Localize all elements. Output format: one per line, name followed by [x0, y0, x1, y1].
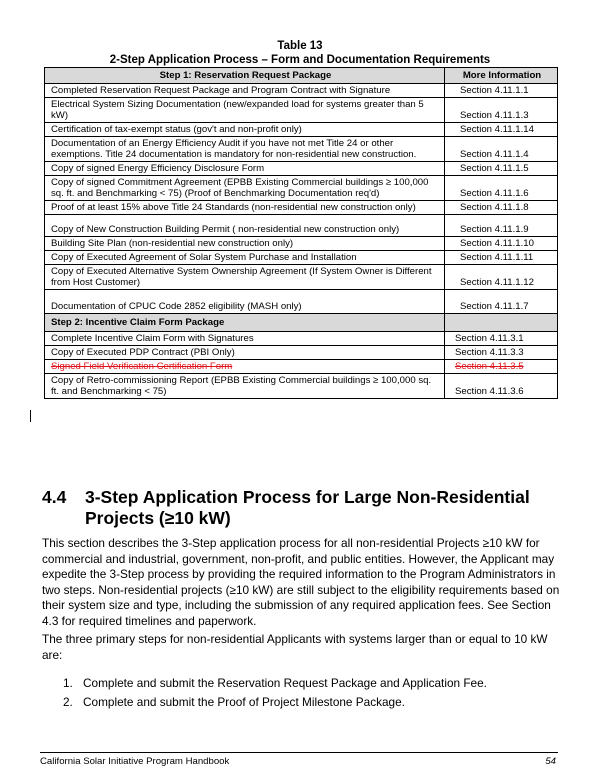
section-ref-cell: Section 4.11.3.3 [445, 346, 558, 360]
section-ref-cell: Section 4.11.1.14 [445, 123, 558, 137]
requirement-cell: Complete Incentive Claim Form with Signatures [45, 332, 445, 346]
table-row [45, 332, 558, 346]
step2-header-empty [445, 314, 558, 332]
section-ref-cell: Section 4.11.1.7 [445, 290, 558, 314]
section-number: 4.4 [42, 487, 67, 507]
table-row [45, 176, 558, 201]
table-row [45, 201, 558, 215]
body-paragraph: The three primary steps for non-residential Applicants with systems larger than or equal to 10 kW are: [42, 632, 548, 662]
section-ref-cell: Section 4.11.1.3 [445, 98, 558, 123]
requirement-cell: Copy of Executed PDP Contract (PBI Only) [45, 346, 445, 360]
page-number: 54 [545, 756, 556, 767]
requirement-cell: Copy of signed Commitment Agreement (EPBB Existing Commercial buildings ≥ 100,000 sq. ft. and Benchmarking < 75) (Proof of Benchmarking Documentation req'd) [45, 176, 445, 201]
list-number: 1. [63, 676, 73, 690]
revision-change-bar [30, 410, 31, 422]
table-row [45, 162, 558, 176]
requirement-cell: Completed Reservation Request Package and Program Contract with Signature [45, 84, 445, 98]
list-text: Complete and submit the Reservation Request Package and Application Fee. [83, 676, 487, 690]
section-ref-cell: Section 4.11.1.6 [445, 176, 558, 201]
section-ref-cell: Section 4.11.3.6 [445, 374, 558, 399]
requirement-cell: Copy of New Construction Building Permit ( non-residential new construction only) [45, 215, 445, 237]
table-row [45, 265, 558, 290]
section-ref-cell: Section 4.11.1.12 [445, 265, 558, 290]
requirement-cell: Certification of tax-exempt status (gov't and non-profit only) [45, 123, 445, 137]
table-subcaption: 2-Step Application Process – Form and Documentation Requirements [109, 54, 491, 66]
requirement-cell: Proof of at least 15% above Title 24 Standards (non-residential new construction only) [45, 201, 445, 215]
footer-title: California Solar Initiative Program Handbook [40, 756, 230, 767]
step1-header: Step 1: Reservation Request Package [45, 68, 445, 84]
section-ref-cell: Section 4.11.1.5 [445, 162, 558, 176]
requirement-cell: Copy of Retro-commissioning Report (EPBB Existing Commercial buildings ≥ 100,000 sq. ft. and Benchmarking < 75) [45, 374, 445, 399]
more-info-header: More Information [445, 68, 558, 84]
section-ref-cell: Section 4.11.1.10 [445, 237, 558, 251]
section-heading [42, 487, 562, 529]
section-ref-cell: Section 4.11.1.8 [445, 201, 558, 215]
steps-list [63, 676, 487, 713]
table-row [45, 123, 558, 137]
table-row [45, 84, 558, 98]
requirement-cell: Documentation of CPUC Code 2852 eligibility (MASH only) [45, 290, 445, 314]
table-row [45, 237, 558, 251]
struck-requirement-cell: Signed Field Verification Certification Form [45, 360, 445, 374]
table-header-row [45, 68, 558, 84]
requirement-cell: Documentation of an Energy Efficiency Audit if you have not met Title 24 or other exemptions. Title 24 documentation is mandatory for non-residential new construction. [45, 137, 445, 162]
requirement-cell: Electrical System Sizing Documentation (new/expanded load for systems greater than 5 kW) [45, 98, 445, 123]
table-row [45, 215, 558, 237]
requirement-cell: Building Site Plan (non-residential new construction only) [45, 237, 445, 251]
step2-header-row [45, 314, 558, 332]
section-ref-cell: Section 4.11.1.1 [445, 84, 558, 98]
list-number: 2. [63, 694, 73, 709]
table-caption: Table 13 [277, 40, 323, 52]
list-text: Complete and submit the Proof of Project Milestone Package. [83, 694, 405, 709]
footer-rule [40, 752, 558, 753]
section-ref-cell: Section 4.11.1.4 [445, 137, 558, 162]
table-row [45, 251, 558, 265]
section-ref-cell: Section 4.11.1.11 [445, 251, 558, 265]
list-item [63, 695, 487, 711]
section-ref-cell: Section 4.11.3.1 [445, 332, 558, 346]
table-row [45, 374, 558, 399]
list-item [63, 676, 487, 692]
section-title: 3-Step Application Process for Large Non-Residential Projects (≥10 kW) [85, 487, 530, 528]
table-row [45, 137, 558, 162]
table-row [45, 346, 558, 360]
table-row [45, 290, 558, 314]
table-row-struck [45, 360, 558, 374]
requirement-cell: Copy of signed Energy Efficiency Disclosure Form [45, 162, 445, 176]
requirement-cell: Copy of Executed Alternative System Ownership Agreement (If System Owner is Different from Host Customer) [45, 265, 445, 290]
table-row [45, 98, 558, 123]
body-paragraph: This section describes the 3-Step application process for all non-residential Projects ≥10 kW for commercial and industrial, government, non-profit, and public entities. However, the Applicant may expedite the 3-Step process by providing the required information to the Program Administrators in two steps. Non-residential projects (≥10 kW) are still subject to the eligibility requirements based on their system size and type, including the submission of any required application fees. See Section 4.3 for required timelines and paperwork. [42, 536, 560, 628]
requirements-table [44, 67, 558, 399]
struck-section-ref-cell: Section 4.11.3.5 [445, 360, 558, 374]
section-ref-cell: Section 4.11.1.9 [445, 215, 558, 237]
requirement-cell: Copy of Executed Agreement of Solar System Purchase and Installation [45, 251, 445, 265]
step2-header: Step 2: Incentive Claim Form Package [45, 314, 445, 332]
